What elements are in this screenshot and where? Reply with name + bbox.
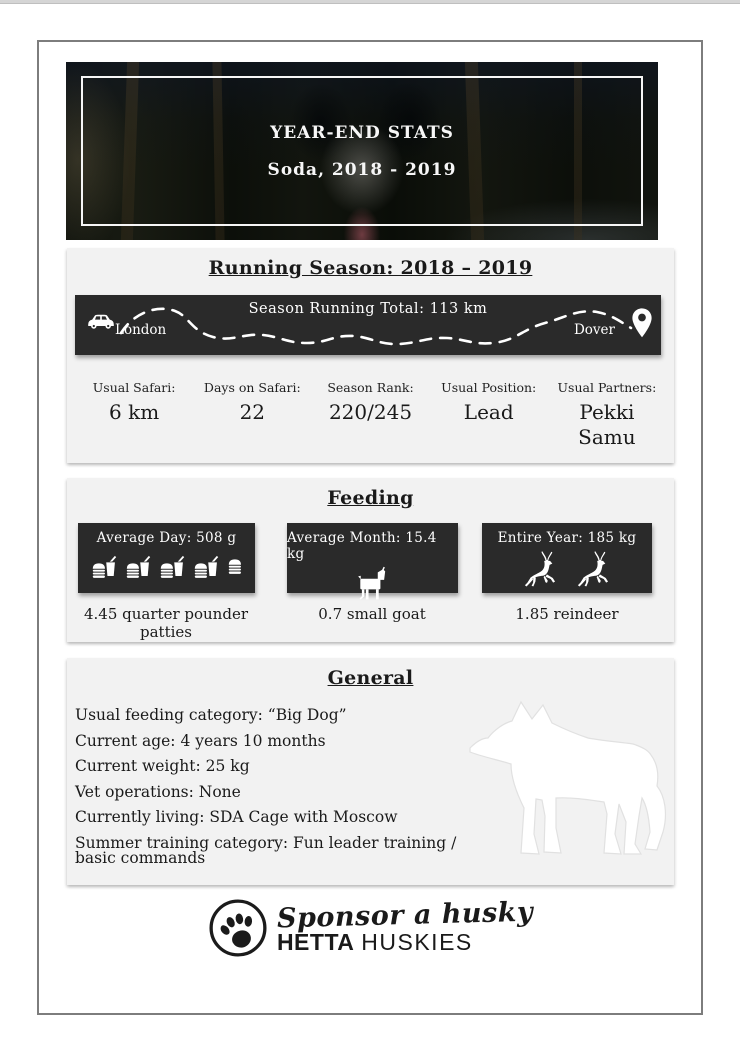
route-banner — [75, 295, 661, 355]
feeding-box-year: Entire Year: 185 kg — [482, 523, 652, 593]
page-subtitle: Soda, 2018 - 2019 — [267, 159, 457, 180]
feeding-caption-month: 0.7 small goat — [318, 605, 426, 623]
reindeer-icons-row — [521, 550, 614, 588]
paw-print-icon — [207, 897, 269, 959]
document-page — [37, 40, 703, 1015]
husky-silhouette — [458, 694, 670, 866]
page-title: YEAR-END STATS — [270, 122, 454, 143]
map-pin-icon — [631, 306, 653, 340]
burger-icons-row — [91, 550, 242, 579]
burger-drink-icon — [193, 554, 220, 579]
stat-days-on-safari: Days on Safari: 22 — [203, 380, 301, 424]
stat-season-rank: Season Rank: 220/245 — [327, 380, 414, 424]
goat-icon — [355, 566, 391, 600]
general-line: Current age: 4 years 10 months — [75, 731, 326, 750]
general-line: Current weight: 25 kg — [75, 757, 250, 775]
general-line: Vet operations: None — [75, 782, 241, 801]
feeding-caption-year: 1.85 reindeer — [515, 605, 619, 623]
burger-drink-icon-partial — [227, 550, 242, 575]
feeding-caption-day: 4.45 quarter pounder patties — [84, 605, 248, 641]
reindeer-icon — [521, 550, 561, 588]
general-line: Usual feeding category: “Big Dog” — [75, 706, 347, 724]
feeding-box-month: Average Month: 15.4 kg — [287, 523, 458, 593]
feeding-title: Feeding — [327, 487, 414, 509]
running-season-section — [67, 248, 674, 463]
stat-usual-partners: Usual Partners: Pekki Samu — [557, 380, 657, 449]
goat-icon-row — [355, 566, 391, 600]
hetta-huskies-logo — [39, 890, 701, 966]
burger-drink-icon — [91, 554, 118, 579]
route-start-label: London — [115, 322, 167, 338]
season-total-label: Season Running Total: 113 km — [248, 301, 488, 317]
stat-usual-safari: Usual Safari: 6 km — [92, 380, 176, 424]
hetta-huskies-text: HETTA HUSKIES — [276, 929, 473, 955]
feeding-box-day: Average Day: 508 g — [78, 523, 255, 593]
general-line: Currently living: SDA Cage with Moscow — [75, 808, 398, 826]
burger-drink-icon — [125, 554, 152, 579]
running-season-title: Running Season: 2018 – 2019 — [208, 257, 533, 279]
reindeer-icon — [574, 550, 614, 588]
header-inner-border — [81, 76, 643, 226]
general-title: General — [327, 667, 414, 689]
sponsor-a-husky-text: Sponsor a husky — [276, 896, 534, 935]
general-info-list — [75, 708, 475, 877]
header-photo — [66, 62, 658, 240]
season-stats-row — [75, 380, 666, 450]
burger-drink-icon — [159, 554, 186, 579]
car-icon — [85, 312, 117, 332]
feeding-section — [67, 478, 674, 642]
general-section — [67, 658, 674, 885]
stat-usual-position: Usual Position: Lead — [441, 380, 537, 424]
viewer-top-strip — [0, 0, 740, 4]
route-end-label: Dover — [573, 322, 615, 338]
general-line: Summer training category: Fun leader training / basic commands — [75, 833, 457, 867]
